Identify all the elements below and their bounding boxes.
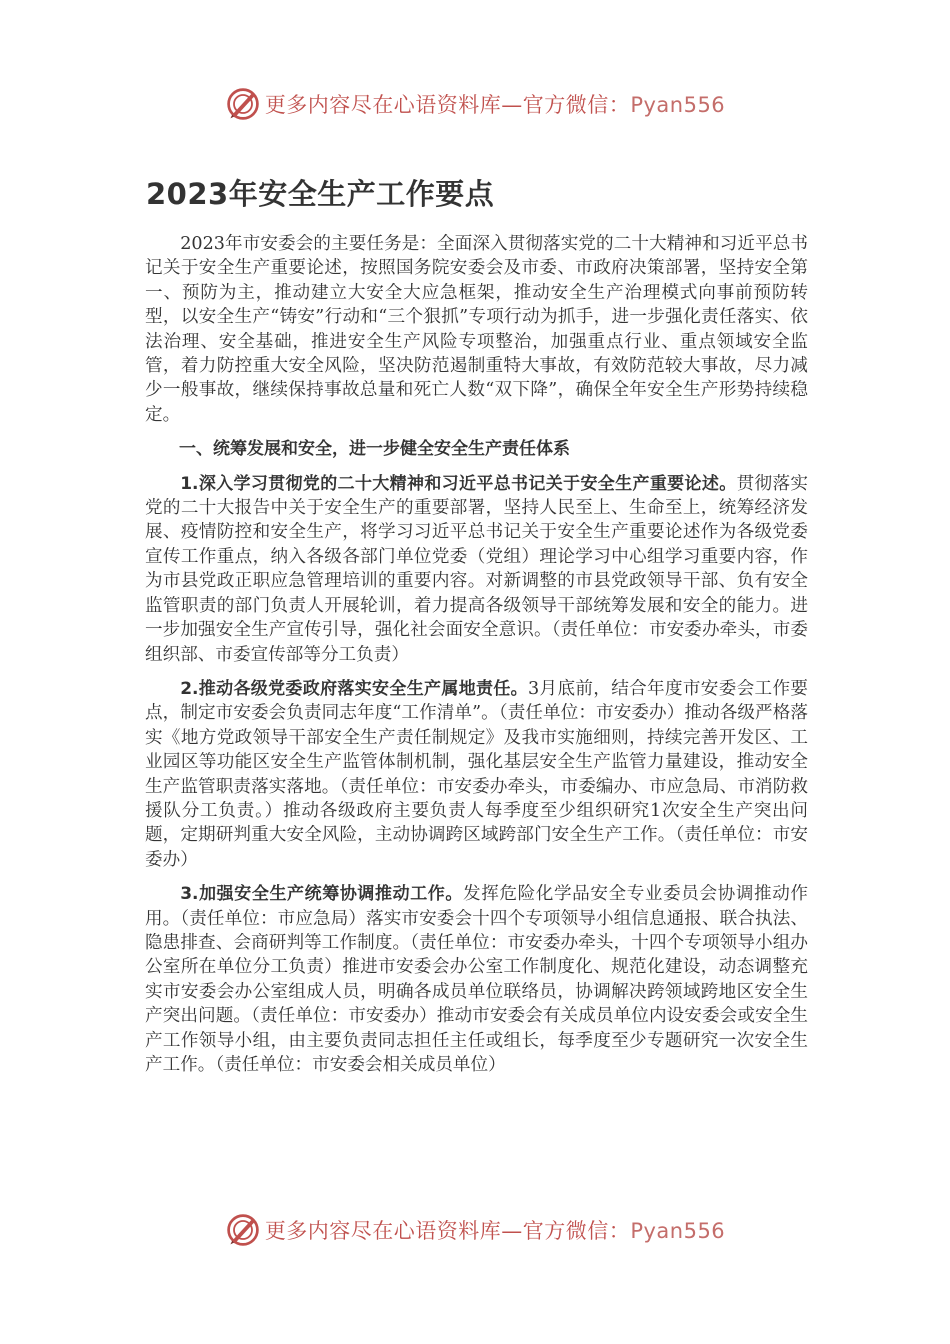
item-body: 贯彻落实党的二十大报告中关于安全生产的重要部署，坚持人民至上、生命至上，统筹经济发展、疫情防控和安全生产，将学习习近平总书记关于安全生产重要论述作为各级党委宣传工作重点，纳入各级各部门单位党委（党组）理论学习中心组学习重要内容，作为市县党政正职应急管理培训的重要内容。对新调整的市县党政领导干部、负有安全监管职责的部门负责人开展轮训，着力提高各级领导干部统筹发展和安全的能力。进一步加强安全生产宣传引导，强化社会面安全意识。（责任单位：市安委办牵头，市委组织部、市委宣传部等分工负责） xyxy=(145,473,808,665)
document-body xyxy=(145,232,808,1087)
item-paragraph-3 xyxy=(145,882,808,1077)
wechat-id: Pyan556 xyxy=(630,93,726,117)
pen-logo-icon xyxy=(225,1212,261,1248)
item-lead: 1.深入学习贯彻党的二十大精神和习近平总书记关于安全生产重要论述。 xyxy=(180,473,737,494)
item-lead: 3.加强安全生产统筹协调推动工作。 xyxy=(180,884,463,905)
item-paragraph-1 xyxy=(145,472,808,667)
wechat-id: Pyan556 xyxy=(630,1219,726,1243)
header-banner xyxy=(0,84,950,124)
footer-banner xyxy=(0,1210,950,1250)
item-lead: 2.推动各级党委政府落实安全生产属地责任。 xyxy=(180,678,528,699)
item-paragraph-2 xyxy=(145,677,808,872)
document-title: 2023年安全生产工作要点 xyxy=(146,177,495,211)
item-body: 发挥危险化学品安全专业委员会协调推动作用。（责任单位：市应急局）落实市安委会十四个专项领导小组信息通报、联合执法、隐患排查、会商研判等工作制度。（责任单位：市安委办牵头，十四个专项领导小组办公室所在单位分工负责）推进市安委会办公室工作制度化、规范化建设，动态调整充实市安委会办公室组成人员，明确各成员单位联络员，协调解决跨领域跨地区安全生产突出问题。（责任单位：市安委办）推动市安委会有关成员单位内设安委会或安全生产工作领导小组，由主要负责同志担任主任或组长，每季度至少专题研究一次安全生产工作。（责任单位：市安委会相关成员单位） xyxy=(145,884,808,1075)
intro-paragraph: 2023年市安委会的主要任务是：全面深入贯彻落实党的二十大精神和习近平总书记关于安全生产重要论述，按照国务院安委会及市委、市政府决策部署，坚持安全第一、预防为主，推动建立大安全大应急框架，推动安全生产治理模式向事前预防转型，以安全生产“铸安”行动和“三个狠抓”专项行动为抓手，进一步强化责任落实、依法治理、安全基础，推进安全生产风险专项整治，加强重点行业、重点领域安全监管，着力防控重大安全风险，坚决防范遏制重特大事故，有效防范较大事故，尽力减少一般事故，继续保持事故总量和死亡人数“双下降”，确保全年安全生产形势持续稳定。 xyxy=(145,234,808,425)
banner-text: 更多内容尽在心语资料库—官方微信：Pyan556 xyxy=(264,1219,726,1243)
item-body: 3月底前，结合年度市安委会工作要点，制定市安委会负责同志年度“工作清单”。（责任单位：市安委办）推动各级严格落实《地方党政领导干部安全生产责任制规定》及我市实施细则，持续完善开发区、工业园区等功能区安全生产监管体制机制，强化基层安全生产监管力量建设，推动安全生产监管职责落实落地。（责任单位：市安委办牵头，市委编办、市应急局、市消防救援队分工负责。）推动各级政府主要负责人每季度至少组织研究1次安全生产突出问题，定期研判重大安全风险，主动协调跨区域跨部门安全生产工作。（责任单位：市安委办） xyxy=(145,678,808,870)
banner-text: 更多内容尽在心语资料库—官方微信：Pyan556 xyxy=(264,93,726,117)
pen-logo-icon xyxy=(225,86,261,122)
section-heading: 一、统筹发展和安全，进一步健全安全生产责任体系 xyxy=(179,439,570,460)
